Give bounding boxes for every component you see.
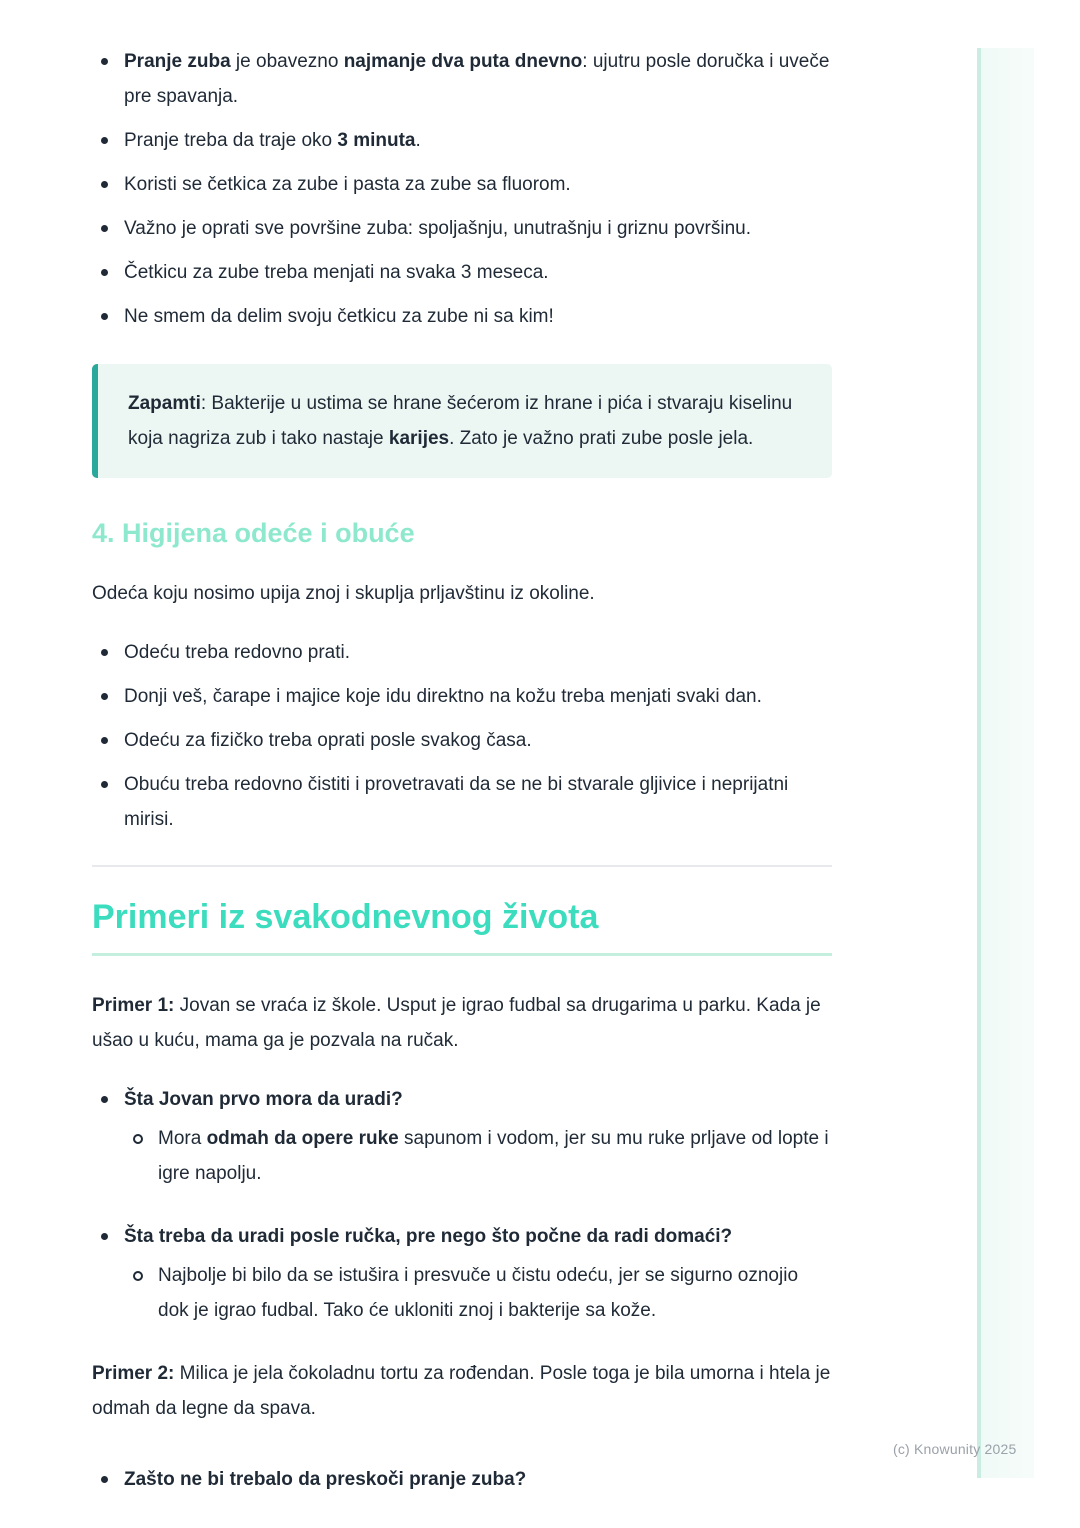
example-2-paragraph: Primer 2: Milica je jela čokoladnu tortu za rođendan. Posle toga je bila umorna i htela je odmah da legne da spava. [92, 1363, 831, 1419]
question-item [92, 1219, 832, 1328]
list-item [92, 211, 832, 246]
page-title-examples: Primeri iz svakodnevnog života [92, 895, 832, 956]
list-item-text: Donji veš, čarape i majice koje idu direktno na kožu treba menjati svaki dan. [124, 686, 762, 707]
list-item-text: Važno je oprati sve površine zuba: spoljašnju, unutrašnju i griznu površinu. [124, 218, 751, 239]
list-item [92, 679, 832, 714]
section-divider [92, 865, 832, 867]
answer-item [124, 1121, 832, 1191]
copyright-text: (c) Knowunity 2025 [893, 1441, 1017, 1457]
question-item [92, 1082, 832, 1191]
page-edge-strip [977, 48, 1034, 1478]
question-text: Šta Jovan prvo mora da uradi? [124, 1089, 403, 1110]
list-item [92, 255, 832, 290]
list-item-text: Pranje treba da traje oko 3 minuta. [124, 130, 421, 151]
question-item [92, 1462, 832, 1497]
list-item-text: Odeću za fizičko treba oprati posle svakog časa. [124, 730, 532, 751]
list-item [92, 167, 832, 202]
zapamti-callout [92, 364, 832, 478]
list-item-text: Četkicu za zube treba menjati na svaka 3 meseca. [124, 262, 549, 283]
list-item [92, 299, 832, 334]
list-item [92, 723, 832, 758]
question-text: Šta treba da uradi posle ručka, pre nego što počne da radi domaći? [124, 1226, 733, 1247]
list-item [92, 44, 832, 114]
list-item [92, 123, 832, 158]
example-2-questions-list [92, 1462, 832, 1497]
list-item [92, 767, 832, 837]
callout-text: Zapamti: Bakterije u ustima se hrane šećerom iz hrane i pića i stvaraju kiselinu koja nagriza zub i tako nastaje karijes. Zato je važno prati zube posle jela. [128, 393, 793, 449]
notes-content [92, 44, 832, 1506]
list-item-text: Koristi se četkica za zube i pasta za zube sa fluorom. [124, 174, 571, 195]
list-item [92, 635, 832, 670]
example-1-questions-list [92, 1082, 832, 1328]
answer-text: Mora odmah da opere ruke sapunom i vodom, jer su mu ruke prljave od lopte i igre napolju. [158, 1128, 829, 1184]
answer-sublist [124, 1258, 832, 1328]
question-text: Zašto ne bi trebalo da preskoči pranje zuba? [124, 1469, 527, 1490]
section-heading-hygiene-clothes: 4. Higijena odeće i obuće [92, 518, 415, 548]
list-item-text: Pranje zuba je obavezno najmanje dva puta dnevno: ujutru posle doručka i uveče pre spavanja. [124, 51, 830, 107]
list-item-text: Odeću treba redovno prati. [124, 642, 351, 663]
example-1-paragraph: Primer 1: Jovan se vraća iz škole. Usput je igrao fudbal sa drugarima u parku. Kada je ušao u kuću, mama ga je pozvala na ručak. [92, 995, 821, 1051]
answer-item [124, 1258, 832, 1328]
tooth-hygiene-list [92, 44, 832, 334]
section-intro-paragraph: Odeća koju nosimo upija znoj i skuplja prljavštinu iz okoline. [92, 583, 595, 604]
list-item-text: Ne smem da delim svoju četkicu za zube ni sa kim! [124, 306, 554, 327]
clothes-hygiene-list [92, 635, 832, 837]
answer-sublist [124, 1121, 832, 1191]
list-item-text: Obuću treba redovno čistiti i provetravati da se ne bi stvarale gljivice i neprijatni mirisi. [124, 774, 789, 830]
answer-text: Najbolje bi bilo da se istušira i presvuče u čistu odeću, jer se sigurno oznojio dok je igrao fudbal. Tako će ukloniti znoj i bakterije sa kože. [158, 1265, 799, 1321]
